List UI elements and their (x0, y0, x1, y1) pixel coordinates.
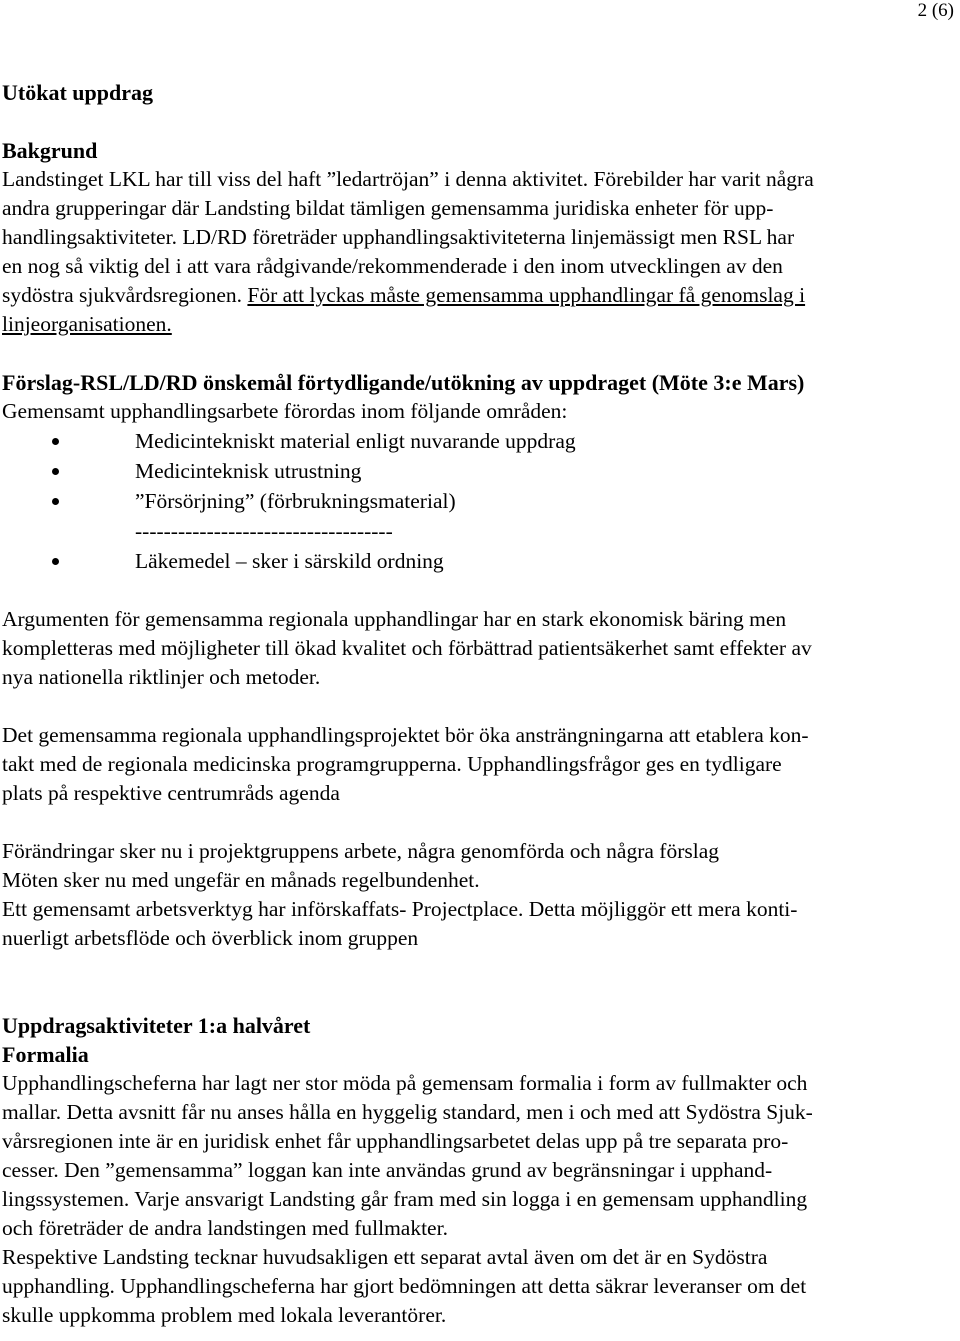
background-line: en nog så viktig del i att vara rådgivande/rekommenderade i den inom utvecklingen av den (2, 254, 783, 278)
list-item-text: Medicinteknisk utrustning (135, 459, 362, 483)
background-line-underlined: För att lyckas måste gemensamma upphandlingar få genomslag i (247, 283, 806, 307)
list-item-text: Läkemedel – sker i särskild ordning (135, 549, 444, 573)
arguments-paragraph (2, 605, 956, 692)
paragraph-line: nya nationella riktlinjer och metoder. (2, 665, 321, 689)
paragraph-line: Det gemensamma regionala upphandlingsprojektet bör öka ansträngningarna att etablera kon- (2, 723, 809, 747)
paragraph-line: nuerligt arbetsflöde och överblick inom gruppen (2, 926, 419, 950)
spacer (2, 692, 956, 721)
spacer (2, 808, 956, 837)
paragraph-line: upphandling. Upphandlingscheferna har gjort bedömningen att detta säkrar leveranser om det (2, 1274, 807, 1298)
paragraph-line: Respektive Landsting tecknar huvudsakligen ett separat avtal även om det är en Sydöstra (2, 1245, 768, 1269)
section-heading-extended-assignment: Utökat uppdrag (2, 80, 153, 105)
page-number: 2 (6) (917, 0, 954, 21)
project-paragraph (2, 721, 956, 808)
spacer (2, 953, 956, 1011)
proposal-list (2, 426, 956, 576)
paragraph-line: Möten sker nu med ungefär en månads regelbundenhet. (2, 868, 480, 892)
bullet-icon (52, 468, 59, 475)
paragraph-line: cesser. Den ”gemensamma” loggan kan inte användas grund av begränsningar i upphand- (2, 1158, 773, 1182)
background-section (2, 136, 956, 339)
paragraph-line: mallar. Detta avsnitt får nu anses hålla en hyggelig standard, men i och med att Sydöstra Sjuk- (2, 1100, 813, 1124)
list-separator (2, 516, 956, 546)
paragraph-line: och företräder de andra landstingen med fullmakter. (2, 1216, 448, 1240)
background-line-plain: sydöstra sjukvårdsregionen. (2, 283, 248, 307)
spacer (2, 339, 956, 368)
background-line (2, 310, 956, 339)
list-item (2, 486, 956, 516)
activities-title: Uppdragsaktiviteter 1:a halvåret (2, 1013, 311, 1038)
proposal-title: Förslag-RSL/LD/RD önskemål förtydligande/utökning av uppdraget (Möte 3:e Mars) (2, 370, 805, 395)
paragraph-line: Ett gemensamt arbetsverktyg har införskaffats- Projectplace. Detta möjliggör ett mera konti- (2, 897, 798, 921)
paragraph-line: lingssystemen. Varje ansvarigt Landsting går fram med sin logga i en gemensam upphandling (2, 1187, 808, 1211)
changes-paragraph (2, 837, 956, 953)
list-item (2, 456, 956, 486)
background-line-underlined: linjeorganisationen. (2, 312, 172, 336)
list-item (2, 546, 956, 576)
paragraph-line: vårsregionen inte är en juridisk enhet får upphandlingsarbetet delas upp på tre separata pro- (2, 1129, 789, 1153)
bullet-icon (52, 558, 59, 565)
paragraph-line: Argumenten för gemensamma regionala upphandlingar har en stark ekonomisk bäring men (2, 607, 787, 631)
bullet-icon (52, 498, 59, 505)
proposal-intro: Gemensamt upphandlingsarbete förordas inom följande områden: (2, 399, 568, 423)
background-line: andra grupperingar där Landsting bildat tämligen gemensamma juridiska enheter för upp- (2, 196, 774, 220)
list-separator-text: ------------------------------------ (135, 519, 393, 543)
paragraph-line: plats på respektive centrumråds agenda (2, 781, 340, 805)
background-line (2, 281, 956, 310)
background-line: handlingsaktiviteter. LD/RD företräder upphandlingsaktiviteterna linjemässigt men RSL har (2, 225, 795, 249)
background-title: Bakgrund (2, 138, 98, 163)
paragraph-line: kompletteras med möjligheter till ökad kvalitet och förbättrad patientsäkerhet samt effekter av (2, 636, 812, 660)
activities-subtitle: Formalia (2, 1042, 89, 1067)
spacer (2, 107, 956, 136)
document-content (2, 78, 956, 1330)
list-item-text: ”Försörjning” (förbrukningsmaterial) (135, 489, 456, 513)
proposal-section (2, 368, 956, 576)
paragraph-line: skulle uppkomma problem med lokala leverantörer. (2, 1303, 447, 1327)
spacer (2, 576, 956, 605)
activities-section (2, 1011, 956, 1330)
paragraph-line: takt med de regionala medicinska programgrupperna. Upphandlingsfrågor ges en tydligare (2, 752, 782, 776)
bullet-icon (52, 438, 59, 445)
paragraph-line: Upphandlingscheferna har lagt ner stor möda på gemensam formalia i form av fullmakter och (2, 1071, 808, 1095)
background-line: Landstinget LKL har till viss del haft ”ledartröjan” i denna aktivitet. Förebilder har varit några (2, 167, 814, 191)
list-item-text: Medicintekniskt material enligt nuvarande uppdrag (135, 429, 576, 453)
list-item (2, 426, 956, 456)
paragraph-line: Förändringar sker nu i projektgruppens arbete, några genomförda och några förslag (2, 839, 720, 863)
